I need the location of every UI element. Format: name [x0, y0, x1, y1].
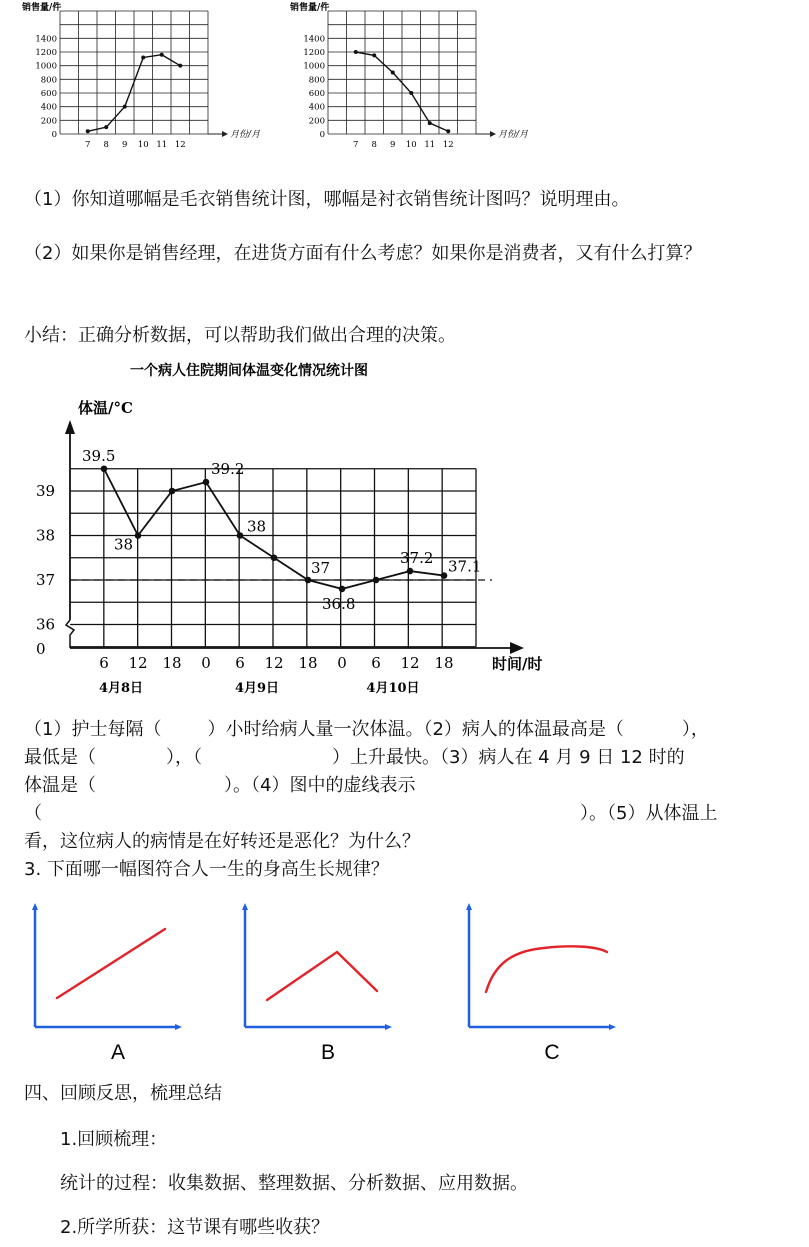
chart-title: 一个病人住院期间体温变化情况统计图 [130, 363, 368, 379]
x-tick-label: 12 [128, 654, 148, 672]
sales-point [123, 105, 127, 109]
x-axis-arrowhead [609, 1024, 616, 1030]
y-tick-label: 600 [308, 89, 325, 99]
y-axis-label: 体温/°C [78, 399, 133, 417]
question-2: （2）如果你是销售经理，在进货方面有什么考虑？如果你是消费者，又有什么打算？ [24, 243, 702, 264]
growth-curve [57, 929, 165, 998]
x-tick-label: 10 [405, 140, 417, 150]
section-4-heading: 四、回顾反思，梳理总结 [24, 1083, 222, 1104]
x-tick-label: 9 [122, 140, 128, 150]
x-tick-label: 8 [103, 140, 109, 150]
data-label: 38 [114, 535, 134, 554]
temperature-point [169, 488, 176, 495]
review-heading: 1.回顾梳理： [60, 1129, 168, 1150]
sales-point [354, 50, 358, 54]
review-body: 统计的过程：收集数据、整理数据、分析数据、应用数据。 [60, 1173, 528, 1194]
y-axis-arrowhead [32, 903, 38, 910]
temp-question-line-1 [24, 716, 769, 744]
growth-curve [267, 952, 377, 1000]
y-tick-label: 0 [36, 640, 46, 658]
temp-text-b3: ）上升最快。（3）病人在 4 月 9 日 12 时的 [332, 747, 685, 768]
x-axis-label: 月份/月 [498, 130, 528, 140]
y-tick-label: 38 [36, 526, 56, 545]
x-tick-label: 18 [162, 654, 182, 672]
x-axis-arrowhead [510, 642, 524, 654]
sales-point [178, 64, 182, 68]
y-tick-label: 1000 [303, 61, 325, 72]
chart-letter-label: C [544, 1041, 560, 1064]
growth-chart-c [456, 895, 636, 1065]
data-label: 37.2 [400, 549, 434, 568]
growth-curve [486, 946, 607, 992]
y-tick-label: 400 [40, 102, 57, 113]
temp-text-b2: ），（ [166, 747, 202, 768]
x-axis-arrowhead [385, 1024, 392, 1030]
question-1: （1）你知道哪幅是毛衣销售统计图，哪幅是衬衣销售统计图吗？说明理由。 [24, 189, 630, 210]
temperature-point [305, 577, 312, 584]
y-tick-label: 1400 [35, 34, 57, 45]
x-tick-label: 0 [201, 654, 211, 672]
temp-text-b1: 最低是（ [24, 747, 96, 768]
day-label: 4月9日 [234, 681, 280, 696]
y-axis-label: 销售量/件 [290, 3, 330, 13]
x-tick-label: 7 [85, 140, 91, 150]
temperature-point [441, 572, 448, 579]
x-tick-label: 12 [442, 140, 454, 150]
y-tick-label: 1000 [35, 61, 57, 72]
temp-text-c1: 体温是（ [24, 775, 96, 796]
sales-point [391, 71, 395, 75]
data-label: 38 [247, 517, 267, 536]
temperature-point [373, 577, 380, 584]
temp-text-a1: （1）护士每隔（ [24, 719, 162, 740]
temperature-line [104, 469, 444, 589]
growth-chart-b [232, 895, 402, 1065]
x-axis-label: 月份/月 [230, 130, 260, 140]
x-axis-arrowhead [490, 131, 496, 137]
temp-text-a2: ）小时给病人量一次体温。（2）病人的体温最高是（ [207, 719, 624, 740]
x-axis-label: 时间/时 [492, 655, 543, 673]
x-tick-label: 12 [400, 654, 420, 672]
temperature-point [407, 568, 414, 575]
x-tick-label: 6 [371, 654, 381, 672]
y-axis-label: 销售量/件 [22, 3, 62, 13]
y-axis-arrowhead [466, 903, 472, 910]
x-tick-label: 6 [99, 654, 109, 672]
x-tick-label: 12 [264, 654, 284, 672]
sales-chart-2 [288, 0, 528, 150]
x-tick-label: 18 [434, 654, 454, 672]
x-tick-label: 12 [174, 140, 186, 150]
temperature-point [101, 465, 108, 472]
chart-letter-label: B [320, 1041, 336, 1064]
growth-chart-a [22, 895, 192, 1065]
y-tick-label: 0 [51, 130, 57, 140]
question-3: 3. 下面哪一幅图符合人一生的身高生长规律？ [24, 859, 389, 880]
sales-point [86, 129, 90, 133]
sales-point [160, 53, 164, 57]
x-tick-label: 6 [235, 654, 245, 672]
data-label: 37 [311, 559, 331, 577]
sales-chart-1 [20, 0, 260, 150]
y-tick-label: 200 [308, 116, 325, 127]
temperature-point [339, 586, 346, 593]
data-label: 39.5 [82, 446, 116, 465]
x-axis-arrowhead [222, 131, 228, 137]
data-label: 37.1 [448, 557, 482, 576]
y-axis-arrowhead [65, 420, 75, 434]
y-tick-label: 400 [308, 102, 325, 113]
temperature-point [237, 532, 244, 539]
y-tick-label: 0 [319, 130, 325, 140]
y-tick-label: 200 [40, 116, 57, 127]
day-label: 4月10日 [366, 681, 420, 696]
data-label: 39.2 [211, 460, 245, 479]
y-tick-label: 800 [40, 75, 57, 86]
y-tick-label: 36 [36, 615, 56, 634]
temp-text-d1: （ [24, 803, 42, 824]
sales-point [446, 129, 450, 133]
chart-letter-label: A [110, 1041, 126, 1064]
sales-point [409, 91, 413, 95]
x-axis-arrowhead [175, 1024, 182, 1030]
temperature-point [135, 532, 142, 539]
x-tick-label: 10 [137, 140, 149, 150]
summary-text: 小结：正确分析数据，可以帮助我们做出合理的决策。 [24, 325, 456, 346]
temperature-point [203, 479, 210, 486]
y-tick-label: 37 [36, 571, 56, 589]
y-tick-label: 800 [308, 75, 325, 86]
temp-question-line-2 [24, 744, 769, 772]
x-tick-label: 8 [371, 140, 377, 150]
temp-text-a3: ）， [681, 719, 709, 740]
y-tick-label: 600 [40, 89, 57, 99]
x-tick-label: 18 [298, 654, 318, 672]
y-tick-label: 1200 [303, 48, 325, 58]
x-tick-label: 11 [424, 140, 436, 150]
temp-question-line-4 [24, 800, 769, 828]
temperature-point [271, 554, 278, 561]
y-tick-label: 1400 [303, 34, 325, 45]
gain-question: 2.所学所获：这节课有哪些收获？ [60, 1217, 330, 1238]
temp-question-line-3 [24, 772, 769, 800]
x-tick-label: 0 [337, 654, 347, 672]
temperature-chart [22, 358, 552, 703]
day-label: 4月8日 [98, 681, 144, 696]
sales-point [428, 121, 432, 125]
x-tick-label: 9 [390, 140, 396, 150]
sales-point [104, 125, 108, 129]
x-tick-label: 7 [353, 140, 359, 150]
y-axis-arrowhead [242, 903, 248, 910]
sales-point [141, 55, 145, 59]
temp-question-line-5: 看，这位病人的病情是在好转还是恶化？为什么？ [24, 831, 420, 852]
data-label: 36.8 [322, 594, 356, 613]
temp-text-d2: ）。（5）从体温上 [580, 803, 718, 824]
y-tick-label: 1200 [35, 48, 57, 58]
y-tick-label: 39 [36, 482, 56, 500]
temp-text-c2: ）。（4）图中的虚线表示 [224, 775, 416, 796]
x-tick-label: 11 [156, 140, 168, 150]
sales-point [372, 53, 376, 57]
